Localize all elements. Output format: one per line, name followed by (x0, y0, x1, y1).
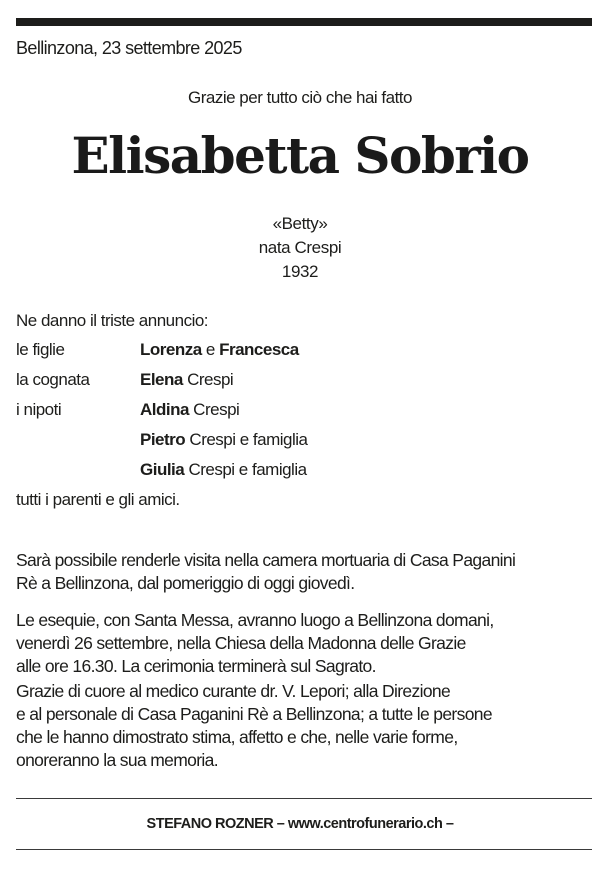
mourner-row (16, 340, 308, 370)
deceased-details (0, 212, 600, 284)
footer-rule-bottom (16, 849, 592, 850)
motto: Grazie per tutto ciò che hai fatto (188, 88, 412, 107)
paragraph-line: onoreranno la sua memoria. (16, 750, 218, 770)
mourner-names: Elena Crespi (140, 370, 234, 389)
date-line: Bellinzona, 23 settembre 2025 (16, 38, 242, 58)
relation-label: la cognata (16, 370, 90, 389)
paragraph-line: che le hanno dimostrato stima, affetto e che, nelle varie forme, (16, 727, 458, 747)
paragraph-line: e al personale di Casa Paganini Rè a Bellinzona; a tutte le persone (16, 704, 492, 724)
top-rule (16, 18, 592, 26)
paragraph-line: venerdì 26 settembre, nella Chiesa della Madonna delle Grazie (16, 633, 466, 653)
announcement-intro: Ne danno il triste annuncio: (16, 311, 209, 330)
maiden-name: nata Crespi (258, 238, 342, 257)
visit-paragraph (16, 549, 596, 595)
relation-label (16, 430, 140, 460)
paragraph-line: Rè a Bellinzona, dal pomeriggio di oggi giovedì. (16, 573, 355, 593)
mourner-names: Pietro Crespi e famiglia (140, 430, 308, 449)
nickname: «Betty» (272, 214, 328, 233)
footer-credit: STEFANO ROZNER – www.centrofunerario.ch – (146, 816, 454, 832)
mourner-names: Lorenza e Francesca (140, 340, 299, 359)
paragraph-line: Sarà possibile renderle visita nella camera mortuaria di Casa Paganini (16, 550, 516, 570)
relation-label (16, 460, 140, 490)
paragraph-line: alle ore 16.30. La cerimonia terminerà sul Sagrato. (16, 656, 376, 676)
relation-label: i nipoti (16, 400, 62, 419)
mourner-names: Aldina Crespi (140, 400, 240, 419)
funeral-paragraph (16, 609, 596, 678)
mourners-list (16, 340, 308, 490)
deceased-name: Elisabetta Sobrio (71, 126, 529, 185)
announcement-closing: tutti i parenti e gli amici. (16, 490, 180, 509)
footer-rule-top (16, 798, 592, 799)
paragraph-line: Le esequie, con Santa Messa, avranno luogo a Bellinzona domani, (16, 610, 494, 630)
birth-year: 1932 (281, 262, 319, 281)
mourner-row (16, 430, 308, 460)
mourner-names: Giulia Crespi e famiglia (140, 460, 307, 479)
thanks-paragraph (16, 680, 596, 772)
mourner-row (16, 370, 308, 400)
mourner-row (16, 460, 308, 490)
mourner-row (16, 400, 308, 430)
paragraph-line: Grazie di cuore al medico curante dr. V. Lepori; alla Direzione (16, 681, 451, 701)
relation-label: le figlie (16, 340, 65, 359)
